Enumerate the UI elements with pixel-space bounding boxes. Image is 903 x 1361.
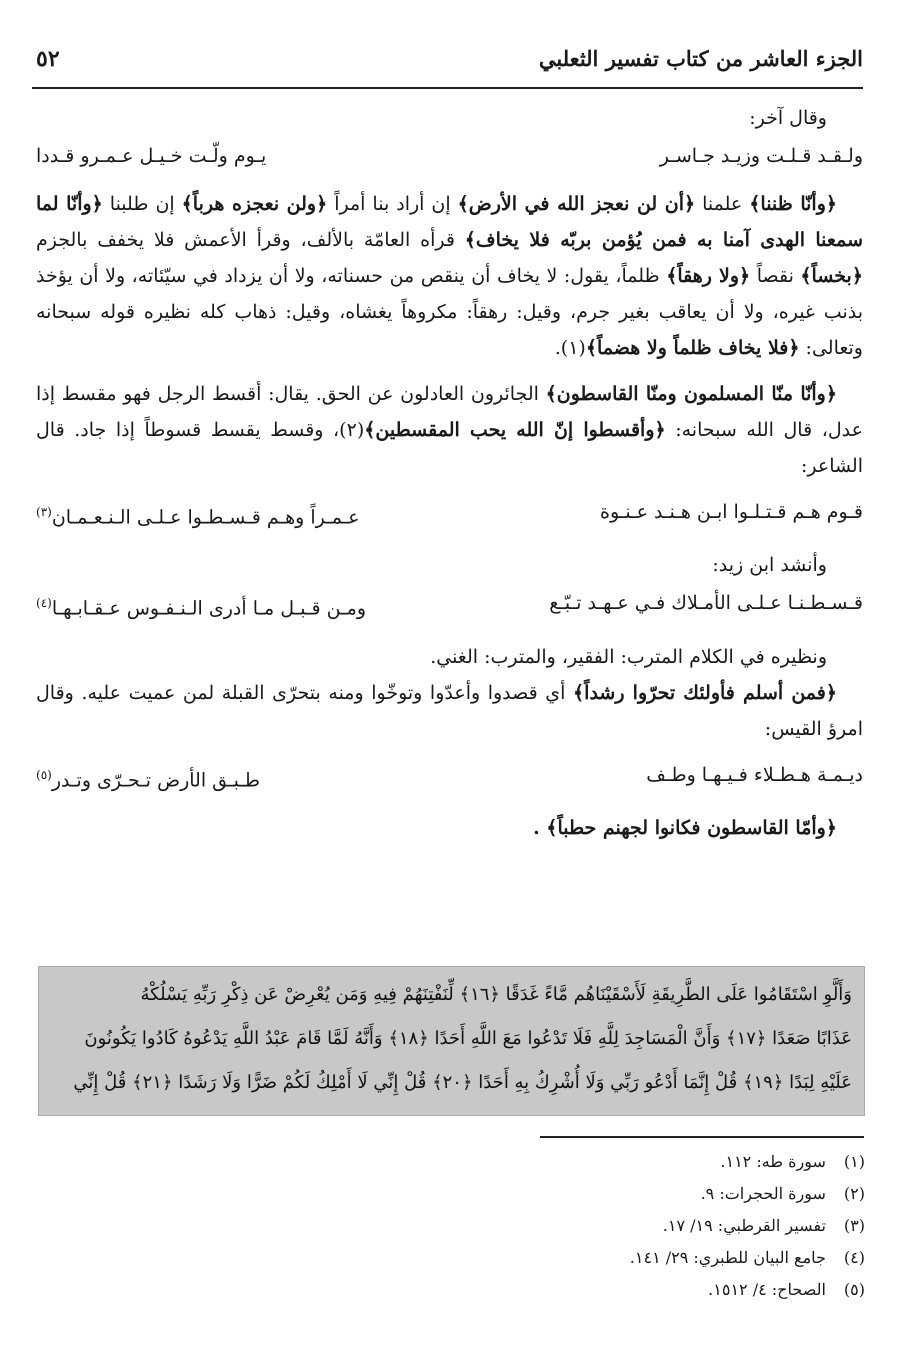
footnote-number: (٥) — [843, 1280, 865, 1299]
text-run: (٢)، وقسط يقسط قسوطاً إذا جاد. قال الشاعر: — [36, 419, 863, 477]
footnote-text: جامع البيان للطبري: ٢٩/ ١٤١. — [629, 1248, 826, 1267]
text-run: إن أراد بنا أمراً — [327, 193, 458, 215]
quran-line: عَلَيْهِ لِبَدًا ﴿١٩﴾ قُلْ إِنَّمَا أَدْعُو رَبِّي وَلَا أُشْرِكُ بِهِ أَحَدًا ﴿٢٠﴾ قُلْ إِنِّي لَا أَمْلِكُ لَكُمْ ضَرًّا وَلَا رَشَدًا ﴿٢١﴾ قُلْ إِنِّي — [73, 1072, 852, 1093]
header-divider — [32, 87, 863, 89]
footnote — [300, 1242, 865, 1274]
verse-text: يـوم ولّـت خـيـل عـمـرو قـددا — [36, 145, 267, 167]
paragraph — [36, 675, 863, 747]
paragraph: ونظيره في الكلام المترب: الفقير، والمترب: الغني. — [430, 645, 827, 668]
text-run: الجائرون العادلون عن الحق. يقال: أقسط الرجل فهو مقسط إذا عدل، قال الله سبحانه: — [36, 383, 863, 441]
poetry-verse — [36, 585, 863, 626]
footnote — [300, 1146, 865, 1178]
quran-quote: ﴿وأنّا ظننا﴾ — [749, 193, 838, 215]
text-run: أي قصدوا وأعدّوا وتوخّوا ومنه بتحرّى القبلة لمن عميت عليه. وقال امرؤ القيس: — [36, 681, 863, 740]
main-text — [36, 100, 863, 856]
poetry-verse — [36, 494, 863, 535]
paragraph — [36, 376, 863, 484]
text-run: ظلماً، يقول: لا يخاف أن ينقص من حسناته، ولا أن يزداد في سيّئاته، ولا أن يؤخذ بذنب غيره، ولا أن يعاقب بغير جرم، وقيل: رهقاً: مكروهاً يغشاه، وقيل: ذهاب كله نظيره قوله سبحانه وتعالى: — [36, 265, 863, 359]
verse-second-hemistich — [36, 585, 400, 626]
verse-second-hemistich — [36, 138, 400, 174]
quran-text-box — [38, 966, 865, 1116]
verse-first-hemistich: ديـمـة هـطـلاء فـيـهـا وطـف — [646, 763, 863, 786]
footnote-text: سورة الحجرات: ٩. — [700, 1184, 826, 1203]
quran-line: وَأَلَّوِ اسْتَقَامُوا عَلَى الطَّرِيقَةِ لَأَسْقَيْنَاهُم مَّاءً غَدَقًا ﴿١٦﴾ لِّنَفْتِنَهُمْ فِيهِ وَمَن يُعْرِضْ عَن ذِكْرِ رَبِّهِ يَسْلُكْهُ — [140, 984, 852, 1005]
text-run: قرأه العامّة بالألف، وقرأ الأعمش فلا يخفف بالجزم — [36, 229, 465, 251]
footnote-marker: (٥) — [36, 767, 52, 782]
page-number: ٥٢ — [36, 46, 60, 72]
verse-text: طـبـق الأرض تـحـرّى وتـدر — [51, 768, 261, 791]
text-run: علمنا — [695, 193, 750, 215]
intro-line: وأنشد ابن زيد: — [712, 554, 827, 577]
text-run: نقصاً — [750, 265, 801, 287]
verse-first-hemistich: ولـقـد قـلـت وزيـد جـاسـر — [659, 145, 863, 167]
footnote — [300, 1274, 865, 1306]
paragraph — [36, 186, 863, 366]
quran-quote: ﴿فمن أسلم فأولئك تحرّوا رشداً﴾ — [573, 681, 837, 704]
running-title: الجزء العاشر من كتاب تفسير الثعلبي — [538, 46, 863, 71]
verse-first-hemistich: قـسـطـنـا عـلـى الأمـلاك فـي عـهـد تـبّـع — [549, 592, 863, 615]
footnote-number: (١) — [843, 1152, 865, 1171]
footnote — [300, 1210, 865, 1242]
verse-text: ومـن قـبـل مـا أدرى الـنـفـوس عـقـابـهـا — [51, 597, 367, 620]
quran-quote: ﴿وأنّا لما سمعنا الهدى آمنا به فمن يُؤمن بربّه فلا يخاف﴾ — [36, 193, 863, 251]
footnote-marker: (١). — [554, 337, 586, 359]
footnote-marker: (٤) — [36, 596, 52, 611]
quran-quote: ﴿بخساً﴾ — [800, 265, 863, 287]
quran-quote: ﴿وأنّا منّا المسلمون ومنّا القاسطون﴾ — [545, 383, 837, 405]
poetry-verse — [36, 138, 863, 174]
page-header — [32, 40, 863, 84]
footnote-text: سورة طه: ١١٢. — [720, 1152, 826, 1171]
verse-text: عـمـراً وهـم قـسـطـوا عـلـى الـنـعـمـان — [51, 506, 360, 529]
footnote-number: (٤) — [843, 1248, 865, 1267]
verse-second-hemistich — [36, 494, 400, 535]
footnote-number: (٣) — [843, 1216, 865, 1235]
verse-second-hemistich — [36, 757, 400, 798]
quran-quote: ﴿أن لن نعجز الله في الأرض﴾ — [457, 193, 696, 215]
quran-quote: ﴿ولا رهقاً﴾ — [666, 265, 751, 287]
intro-line: وقال آخر: — [749, 107, 827, 129]
footnote-marker: (٣) — [36, 505, 52, 519]
quran-line: عَذَابًا صَعَدًا ﴿١٧﴾ وَأَنَّ الْمَسَاجِدَ لِلَّهِ فَلَا تَدْعُوا مَعَ اللَّهِ أَحَدًا ﴿١٨﴾ وَأَنَّهُ لَمَّا قَامَ عَبْدُ اللَّهِ يَدْعُوهُ كَادُوا يَكُونُونَ — [84, 1028, 852, 1049]
text-run: إن طلبنا — [102, 193, 182, 215]
footnote-text: الصحاح: ٤/ ١٥١٢. — [708, 1280, 826, 1299]
poetry-verse — [36, 757, 863, 798]
paragraph: ﴿وأمّا القاسطون فكانوا لجهنم حطباً﴾ . — [533, 816, 837, 839]
footnote — [300, 1178, 865, 1210]
footnotes — [300, 1146, 865, 1306]
footnote-divider — [540, 1136, 864, 1138]
footnote-text: تفسير القرطبي: ١٩/ ١٧. — [662, 1216, 826, 1235]
verse-first-hemistich: قـوم هـم قـتـلـوا ابـن هـنـد عـنـوة — [600, 501, 863, 523]
footnote-number: (٢) — [843, 1184, 865, 1203]
quran-quote: ﴿فلا يخاف ظلماً ولا هضماً﴾ — [585, 337, 800, 359]
quran-quote: ﴿ولن نعجزه هرباً﴾ — [181, 193, 328, 215]
quran-quote: ﴿وأقسطوا إنّ الله يحب المقسطين﴾ — [364, 419, 666, 441]
